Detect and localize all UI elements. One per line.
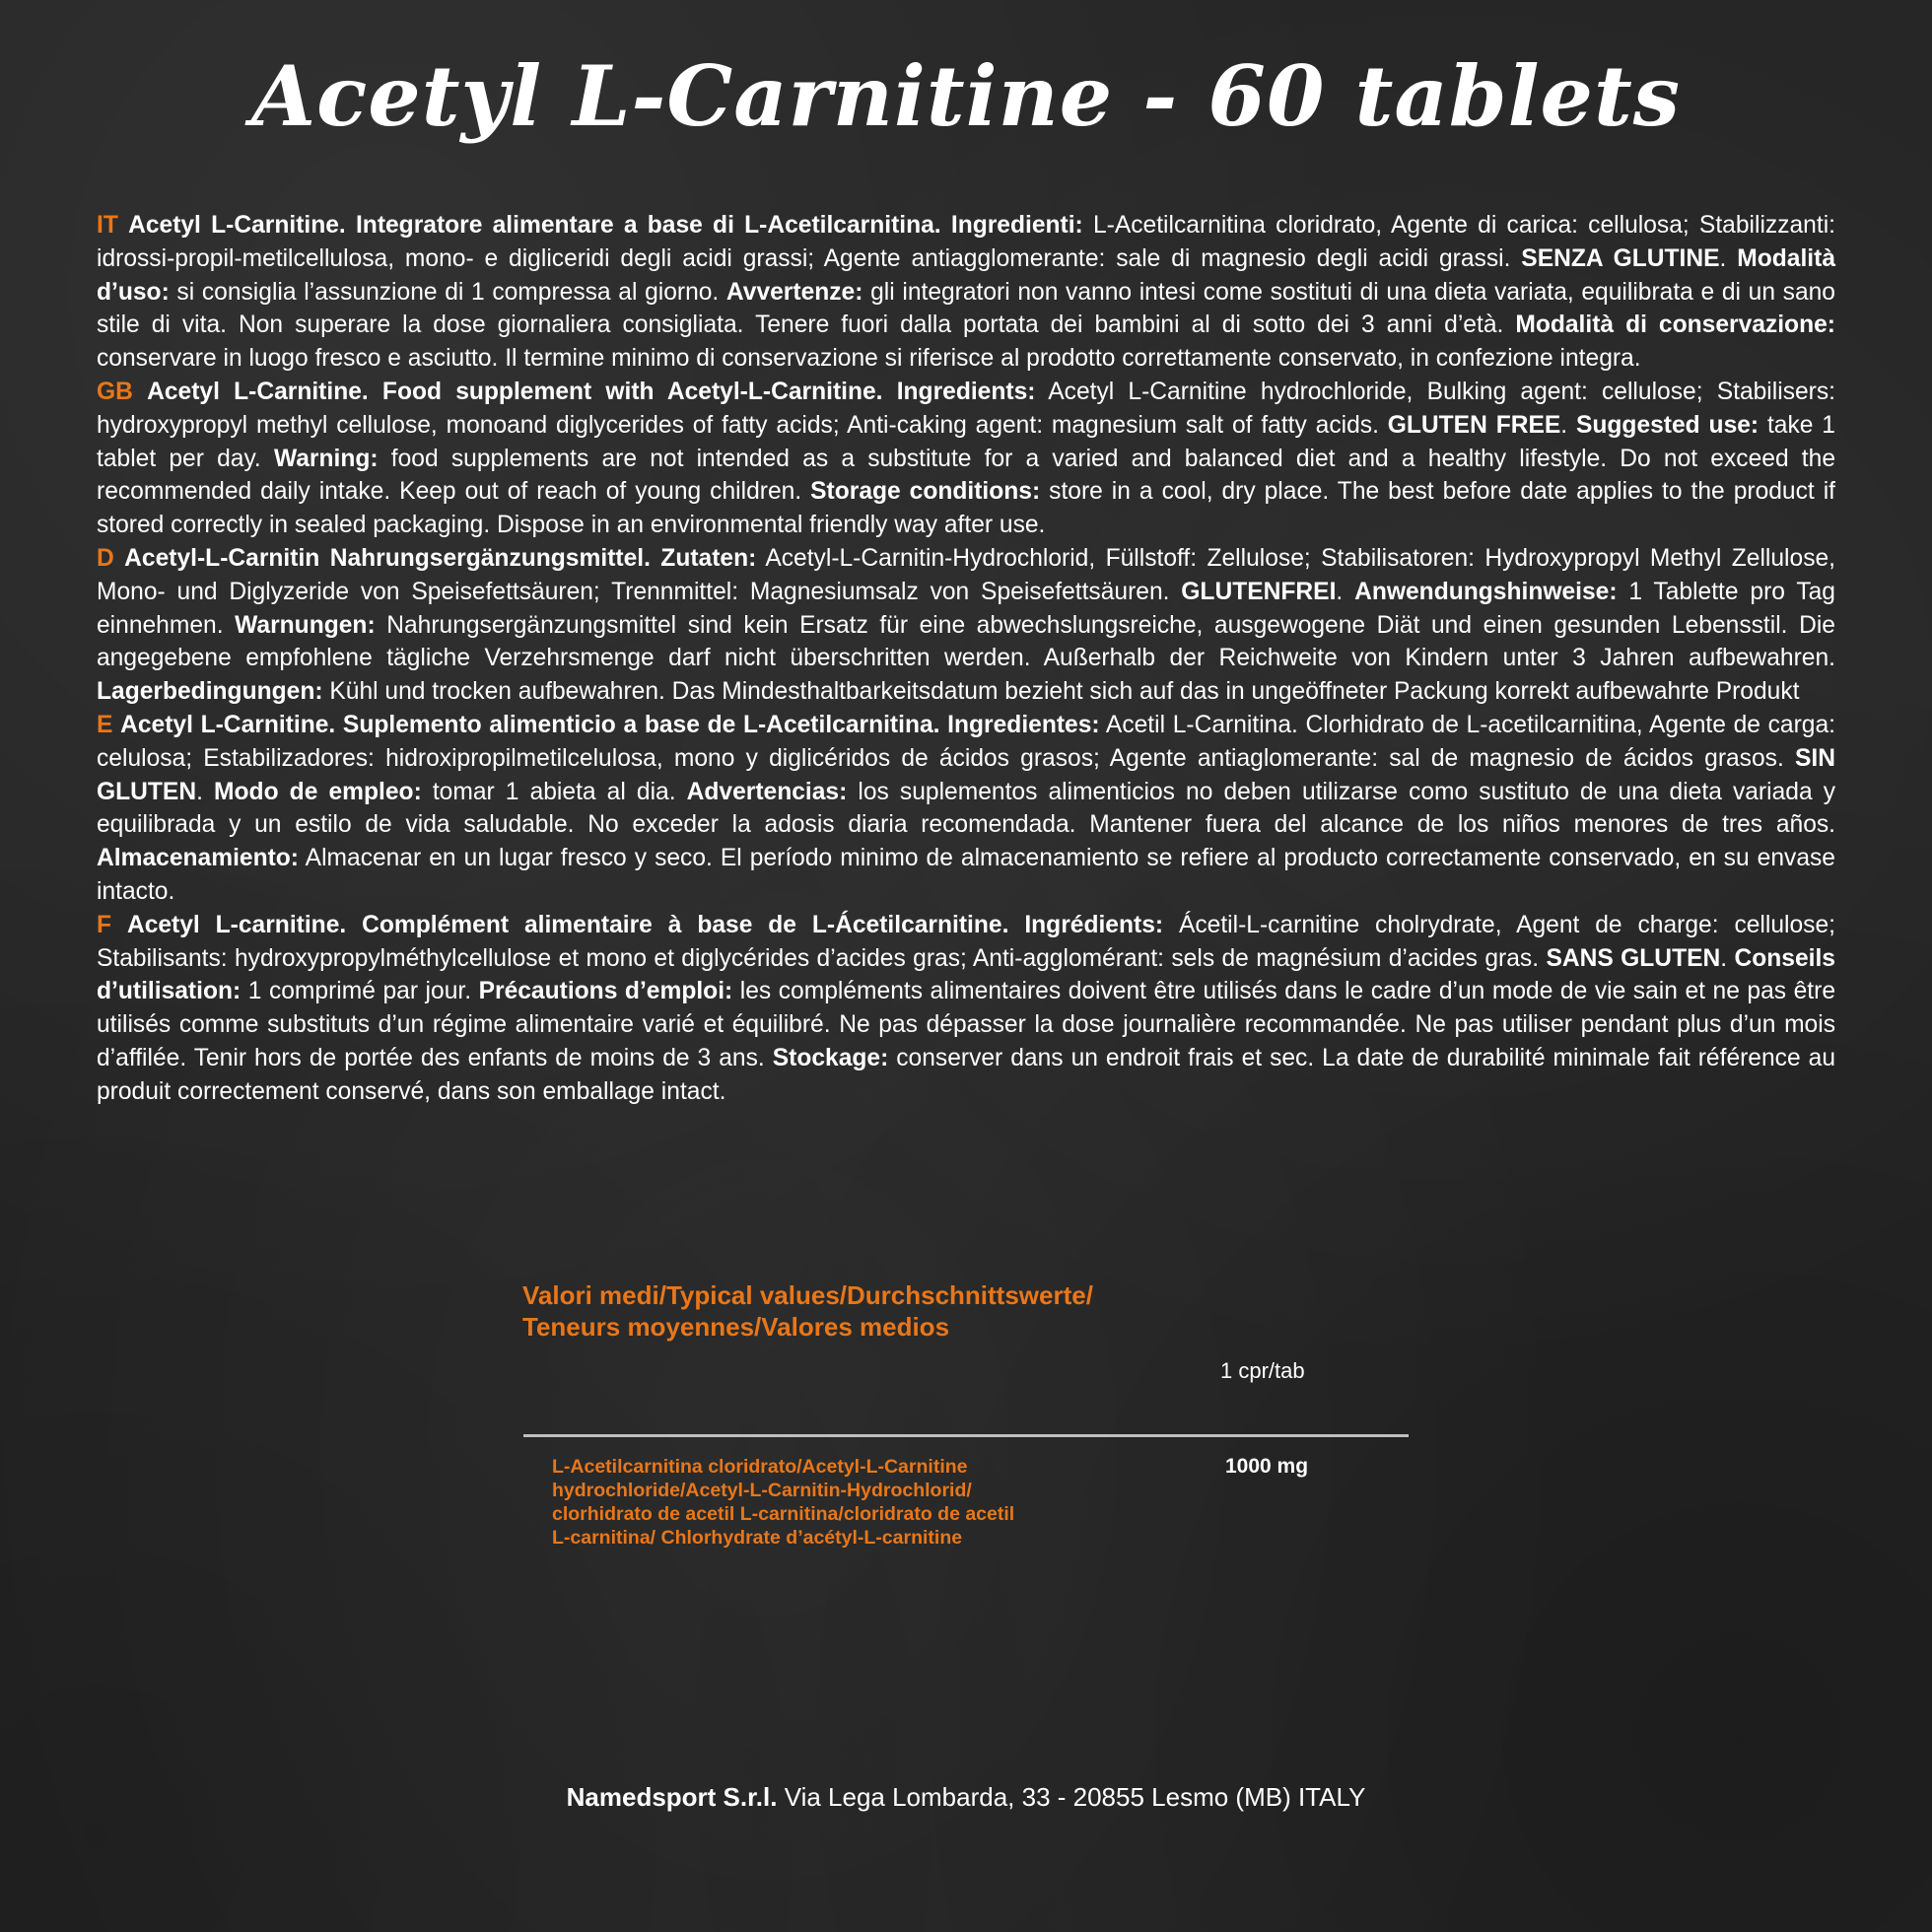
- bold-text: Advertencias:: [686, 778, 848, 805]
- text: gli integratori non vanno intesi come sostituti di una dieta variata, equilibrata e di un sano stile di vita. Non superare la dose giornaliera consigliata. Tenere fuori dalla portata dei bambini al di sotto dei 3 anni d’età.: [97, 278, 1835, 339]
- text: les compléments alimentaires doivent être utilisés dans le cadre d’un mode de vie sain et ne pas être utilisés comme substituts d’un régime alimentaire varié et équilibré. Ne pas dépasser la dose journalière recommandée. Ne pas utiliser pendant plus d’un mois d’affilée. Tenir hors de portée des enfants de moins de 3 ans.: [97, 978, 1836, 1071]
- text: tomar 1 abieta al dia.: [421, 778, 687, 805]
- text: Almacenar en un lugar fresco y seco. El período minimo de almacenamiento se refiere al producto correctamente conservado, en su envase intacto.: [97, 845, 1835, 905]
- bold-text: Avvertenze:: [725, 278, 863, 306]
- bold-text: Modalità d’uso:: [97, 244, 1835, 306]
- bold-text: Conseils d’utilisation:: [97, 944, 1835, 1005]
- nutrition-row-value: 1000 mg: [1225, 1455, 1309, 1478]
- nutrition-row-name: [552, 1455, 1065, 1550]
- text: 1 Tablette pro Tag einnehmen.: [97, 578, 1835, 639]
- text: los suplementos alimenticios no deben utilizarse como sustituto de una dieta variada y equilibrada y un estilo de vida saludable. No exceder la adosis diaria recomendada. Mantener fuera del alcance de los niños menores de tres años.: [97, 778, 1836, 839]
- bold-text: Modo de empleo:: [214, 778, 422, 805]
- bold-text: SIN GLUTEN: [97, 744, 1835, 805]
- lang-code: GB: [97, 378, 133, 405]
- bold-text: Modalità di conservazione:: [1515, 311, 1835, 339]
- text: conservare in luogo fresco e asciutto. Il termine minimo di conservazione si riferisce al prodotto correttamente conservato, in confezione integra.: [97, 345, 1641, 373]
- text: Acetil L-Carnitina. Clorhidrato de L-acetilcarnitina, Agente de carga: celulosa; Estabilizadores: hidroxipropilmetilcelulosa, mono y diglicéridos de ácidos grasos; Agente antiaglomerante: sal de magnesio de ácidos grasos.: [97, 711, 1835, 772]
- text: conserver dans un endroit frais et sec. La date de durabilité minimale fait référence au produit correctement conservé, dans son emballage intact.: [97, 1044, 1835, 1105]
- bold-text: Warnungen:: [235, 611, 376, 639]
- section-f: [97, 909, 1835, 1109]
- bold-text: Anwendungshinweise:: [1354, 578, 1618, 605]
- bold-text: Acetyl L-Carnitine. Suplemento alimenticio a base de L-Acetilcarnitina. Ingredientes:: [120, 711, 1100, 738]
- product-title: Acetyl L-Carnitine - 60 tablets: [250, 47, 1682, 145]
- bold-text: Acetyl L-carnitine. Complément alimentaire à base de L-Ácetilcarnitine. Ingrédients:: [126, 911, 1164, 938]
- bold-text: Lagerbedingungen:: [97, 678, 323, 706]
- text: Acetyl L-Carnitine hydrochloride, Bulking agent: cellulose; Stabilisers: hydroxypropyl methyl cellulose, monoand diglycerides of fatty acids; Anti-caking agent: magnesium salt of fatty acids.: [97, 378, 1835, 439]
- multilingual-label-text: [97, 209, 1835, 1109]
- bold-text: Storage conditions:: [810, 478, 1041, 506]
- nutrition-heading: [522, 1279, 1410, 1343]
- nutrition-row-name-line: clorhidrato de acetil L-carnitina/cloridrato de acetil: [552, 1503, 1015, 1525]
- text: .: [1336, 578, 1355, 605]
- nutrition-row-name-line: hydrochloride/Acetyl-L-Carnitin-Hydrochlorid/: [552, 1480, 972, 1501]
- bold-text: GLUTEN FREE: [1387, 411, 1561, 439]
- bold-text: Acetyl L-Carnitine. Integratore alimentare a base di L-Acetilcarnitina. Ingredienti:: [128, 212, 1083, 239]
- text: .: [196, 778, 215, 805]
- text: .: [1719, 244, 1738, 272]
- text: Ácetil-L-carnitine cholrydrate, Agent de charge: cellulose; Stabilisants: hydroxypropylméthylcellulose et mono et diglycérides d’acides gras; Anti-agglomérant: sels de magnésium d’acides gras.: [97, 911, 1835, 972]
- company-address: Via Lega Lombarda, 33 - 20855 Lesmo (MB) ITALY: [777, 1782, 1366, 1812]
- nutrition-row-name-line: L-Acetilcarnitina cloridrato/Acetyl-L-Carnitine: [552, 1456, 968, 1478]
- lang-code: F: [97, 911, 112, 938]
- text: .: [1560, 411, 1576, 439]
- text: food supplements are not intended as a substitute for a varied and balanced diet and a healthy lifestyle. Do not exceed the recommended daily intake. Keep out of reach of young children.: [97, 445, 1835, 506]
- section-e: [97, 709, 1835, 909]
- text: .: [1720, 944, 1735, 972]
- bold-text: Almacenamiento:: [97, 845, 299, 872]
- nutrition-heading-line: Teneurs moyennes/Valores medios: [522, 1312, 950, 1342]
- bold-text: SENZA GLUTINE: [1521, 244, 1720, 272]
- text: si consiglia l’assunzione di 1 compressa al giorno.: [169, 278, 726, 306]
- bold-text: GLUTENFREI: [1181, 578, 1337, 605]
- section-it: [97, 209, 1835, 376]
- text: Acetyl-L-Carnitin-Hydrochlorid, Füllstoff: Zellulose; Stabilisatoren: Hydroxypropyl Methyl Zellulose, Mono- und Diglyzeride von Speisefettsäuren; Trennmittel: Magnesiumsalz von Speisefettsäuren.: [97, 544, 1836, 605]
- text: take 1 tablet per day.: [97, 411, 1835, 472]
- bold-text: Stockage:: [772, 1044, 889, 1071]
- lang-code: E: [97, 711, 113, 738]
- text: Nahrungsergänzungsmittel sind kein Ersatz für eine abwechslungsreiche, ausgewogene Diät und einen gesunden Lebensstil. Die angegebene empfohlene tägliche Verzehrsmenge darf nicht überschritten werden. Außerhalb der Reichweite von Kindern unter 3 Jahren aufbewahren.: [97, 611, 1835, 672]
- nutrition-divider: [523, 1434, 1409, 1437]
- bold-text: Warning:: [273, 445, 379, 472]
- bold-text: Précautions d’emploi:: [478, 978, 733, 1005]
- bold-text: Acetyl-L-Carnitin Nahrungsergänzungsmittel. Zutaten:: [124, 544, 757, 572]
- lang-code: D: [97, 544, 114, 572]
- nutrition-column-header: 1 cpr/tab: [1220, 1358, 1305, 1383]
- bold-text: SANS GLUTEN: [1546, 944, 1721, 972]
- nutrition-heading-line: Valori medi/Typical values/Durchschnittswerte/: [522, 1280, 1093, 1310]
- footer-address: [0, 1782, 1932, 1813]
- nutrition-row-name-line: L-carnitina/ Chlorhydrate d’acétyl-L-carnitine: [552, 1527, 963, 1549]
- bold-text: Acetyl L-Carnitine. Food supplement with Acetyl-L-Carnitine. Ingredients:: [147, 378, 1036, 405]
- section-gb: [97, 376, 1835, 542]
- company-name: Namedsport S.r.l.: [566, 1782, 778, 1812]
- text: 1 comprimé par jour.: [241, 978, 479, 1005]
- text: L-Acetilcarnitina cloridrato, Agente di carica: cellulosa; Stabilizzanti: idrossi-propil-metilcellulosa, mono- e digliceridi degli acidi grassi; Agente antiagglomerante: sale di magnesio degli acidi grassi.: [97, 212, 1835, 272]
- lang-code: IT: [97, 212, 118, 239]
- section-d: [97, 542, 1835, 709]
- bold-text: Suggested use:: [1575, 411, 1760, 439]
- text: store in a cool, dry place. The best before date applies to the product if stored correctly in sealed packaging. Dispose in an environmental friendly way after use.: [97, 478, 1836, 539]
- text: Kühl und trocken aufbewahren. Das Mindesthaltbarkeitsdatum bezieht sich auf das in ungeöffneter Packung korrekt aufbewahrte Produkt: [322, 678, 1800, 706]
